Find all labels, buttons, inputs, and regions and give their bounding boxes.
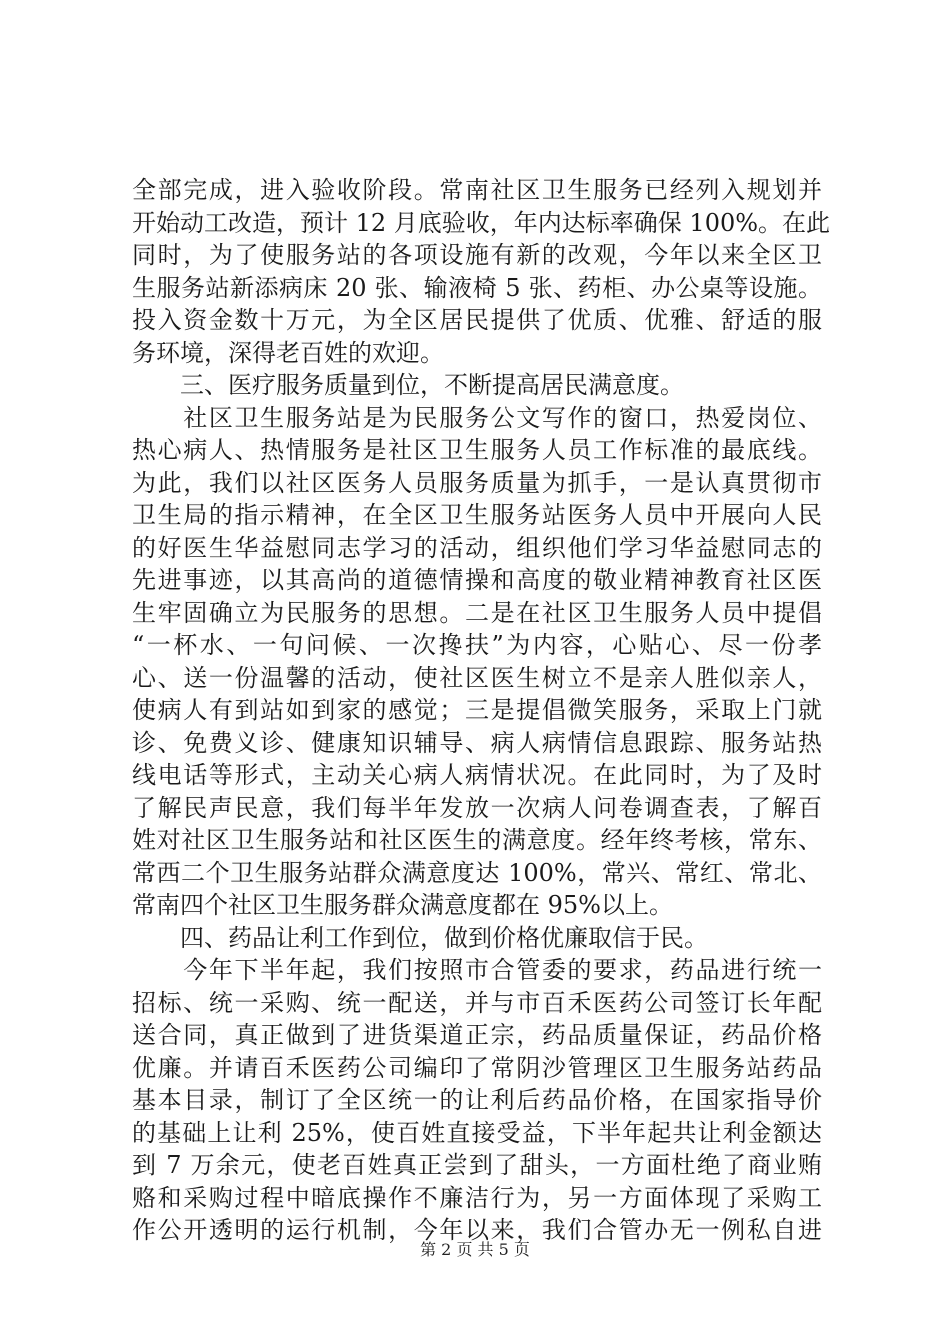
text-line: 常西二个卫生服务站群众满意度达 100%，常兴、常红、常北、 <box>132 858 822 887</box>
text-line: 开始动工改造，预计 12 月底验收，年内达标率确保 100%。在此 <box>132 208 831 237</box>
section-heading: 三、医疗服务质量到位，不断提高居民满意度。 <box>132 371 684 399</box>
text-line: 优廉。并请百禾医药公司编印了常阴沙管理区卫生服务站药品 <box>132 1053 822 1082</box>
text-line: 的好医生华益慰同志学习的活动，组织他们学习华益慰同志的 <box>132 533 822 562</box>
text-line: 为此，我们以社区医务人员服务质量为抓手，一是认真贯彻市 <box>132 468 822 497</box>
text-line: 生牢固确立为民服务的思想。二是在社区卫生服务人员中提倡 <box>132 598 822 627</box>
text-line: 投入资金数十万元，为全区居民提供了优质、优雅、舒适的服 <box>132 306 822 334</box>
text-line: 心、送一份温馨的活动，使社区医生树立不是亲人胜似亲人， <box>132 663 822 692</box>
text-line: 线电话等形式，主动关心病人病情状况。在此同时，为了及时 <box>132 761 822 789</box>
text-line: 诊、免费义诊、健康知识辅导、病人病情信息跟踪、服务站热 <box>132 728 822 757</box>
text-line: 招标、统一采购、统一配送，并与市百禾医药公司签订长年配 <box>132 988 822 1017</box>
text-line: 生服务站新添病床 20 张、输液椅 5 张、药柜、办公桌等设施。 <box>132 273 822 302</box>
page-number-footer: 第 2 页 共 5 页 <box>420 1240 530 1259</box>
text-line: 全部完成，进入验收阶段。常南社区卫生服务已经列入规划并 <box>132 176 822 204</box>
text-line: 先进事迹，以其高尚的道德情操和高度的敬业精神教育社区医 <box>132 566 822 594</box>
text-line: 今年下半年起，我们按照市合管委的要求，药品进行统一 <box>132 956 822 984</box>
section-heading: 四、药品让利工作到位，做到价格优廉取信于民。 <box>132 923 708 952</box>
document-body <box>132 174 831 1247</box>
text-line: 赂和采购过程中暗底操作不廉洁行为，另一方面体现了采购工 <box>132 1183 822 1212</box>
text-line: 姓对社区卫生服务站和社区医生的满意度。经年终考核，常东、 <box>132 826 822 854</box>
text-line: 常南四个社区卫生服务群众满意度都在 95%以上。 <box>132 891 673 919</box>
text-line: 了解民声民意，我们每半年发放一次病人问卷调查表，了解百 <box>132 793 822 822</box>
text-line: “一杯水、一句问候、一次搀扶”为内容，心贴心、尽一份孝 <box>132 631 822 659</box>
text-line: 到 7 万余元，使老百姓真正尝到了甜头，一方面杜绝了商业贿 <box>132 1151 822 1179</box>
text-line: 卫生局的指示精神，在全区卫生服务站医务人员中开展向人民 <box>132 501 822 529</box>
text-line: 同时，为了使服务站的各项设施有新的改观，今年以来全区卫 <box>132 241 822 269</box>
text-line: 作公开透明的运行机制，今年以来，我们合管办无一例私自进 <box>132 1216 822 1244</box>
text-line: 务环境，深得老百姓的欢迎。 <box>132 338 444 367</box>
text-line: 送合同，真正做到了进货渠道正宗，药品质量保证，药品价格 <box>132 1021 822 1049</box>
text-line: 的基础上让利 25%，使百姓直接受益，下半年起共让利金额达 <box>132 1118 822 1147</box>
text-line: 基本目录，制订了全区统一的让利后药品价格，在国家指导价 <box>132 1086 822 1114</box>
text-line: 社区卫生服务站是为民服务公文写作的窗口，热爱岗位、 <box>132 403 822 432</box>
text-line: 热心病人、热情服务是社区卫生服务人员工作标准的最底线。 <box>132 436 822 464</box>
text-line: 使病人有到站如到家的感觉；三是提倡微笑服务，采取上门就 <box>132 696 822 724</box>
